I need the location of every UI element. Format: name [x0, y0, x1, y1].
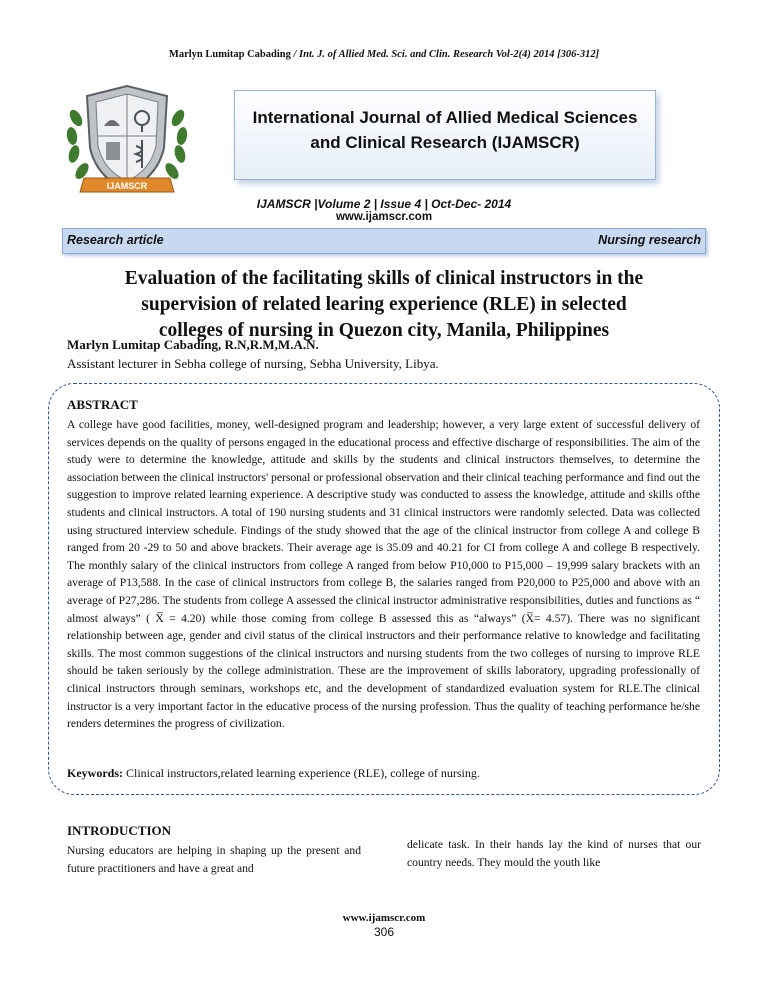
issue-line: IJAMSCR |Volume 2 | Issue 4 | Oct-Dec- 2014 [256, 197, 512, 211]
article-type-bar [62, 228, 706, 254]
running-head [0, 49, 768, 60]
article-category-label: Nursing research [598, 233, 701, 247]
page-number: 306 [373, 925, 395, 939]
journal-title [235, 105, 655, 155]
author-name: Marlyn Lumitap Cabading, [67, 337, 222, 352]
journal-title-line1: International Journal of Allied Medical Sciences [252, 108, 638, 127]
abstract-heading: ABSTRACT [67, 397, 138, 412]
keywords [67, 766, 480, 781]
author-line [67, 337, 319, 353]
title-line: colleges of nursing in Quezon city, Manila, Philippines [158, 320, 610, 341]
running-head-author: Marlyn Lumitap Cabading [168, 49, 291, 60]
footer-url[interactable]: www.ijamscr.com [342, 912, 426, 924]
keywords-label: Keywords: [67, 766, 123, 780]
article-type-label: Research article [67, 233, 164, 247]
author-degrees: R.N,R.M,M.A.N. [224, 337, 319, 352]
keywords-text: Clinical instructors,related learning experience (RLE), college of nursing. [126, 766, 480, 780]
logo-ribbon-text: IJAMSCR [106, 181, 148, 191]
journal-crest-logo [62, 78, 192, 208]
journal-website[interactable]: www.ijamscr.com [335, 211, 433, 223]
title-line: supervision of related learing experience (RLE) in selected [141, 294, 627, 315]
introduction-heading: INTRODUCTION [67, 823, 172, 838]
journal-banner [234, 90, 656, 180]
author-affiliation: Assistant lecturer in Sebha college of nursing, Sebha University, Libya. [67, 356, 439, 371]
paper-title [70, 266, 698, 344]
introduction-column-2: delicate task. In their hands lay the kind of nurses that our country needs. They mould the youth like [407, 838, 701, 869]
title-line: Evaluation of the facilitating skills of clinical instructors in the [124, 268, 644, 289]
abstract-text: A college have good facilities, money, well-designed program and leadership; however, a very large extent of successful delivery of services depends on the quality of persons engaged in the educational process and effective discharge of responsibilities. The aim of the study were to determine the knowledge, attitude and skills by the students and clinical instructors themselves, to determine the association between the clinical instructors' personal or professional observation and their clinical teaching performance and find out the suggestion to improve related learning experience. A descriptive study was conducted to assess the knowledge, attitude and skills ofthe students and clinical instructors. A total of 190 nursing students and 31 clinical instructors were randomly selected. Data was collected using structured interview schedule. Findings of the study showed that the age of the clinical instructor from college A and college B ranged from 20 -29 to 50 and above brackets. Their average age is 35.09 and 40.21 for CI from college A and college B respectively. The monthly salary of the clinical instructors from college A ranged from below P10,000 to P15,000 – 19,999 salary brackets with an average of P13,588. In the case of clinical instructors from college B, the salaries ranged from P20,000 to P25,000 and above with an average of P27,286. The students from college A assessed the clinical instructor administrative responsibilities, duties and functions as “ almost always” ( X̅ = 4.20) while those coming from college B assessed this as “always” (X̅= 4.57). There was no significant relationship between age, gender and civil status of the clinical instructors and their performance relative to knowledge and facilitating skills. The most common suggestions of the clinical instructors and nursing students from the two colleges of nursing to improve RLE should be taken seriously by the college administration. These are the improvement of skills laboratory, upgrading professionally of clinical instructors through seminars, workshops etc, and the development of standardized evaluation system for RLE.The clinical instructor is a very important factor in the educative process of the nursing profession. Thus the quality of teaching performance he/she renders determines the progress of civilization. [67, 418, 700, 731]
running-head-citation: / Int. J. of Allied Med. Sci. and Clin. Research Vol-2(4) 2014 [306-312] [293, 49, 600, 60]
introduction-column-1: Nursing educators are helping in shaping up the present and future practitioners and have a great and [67, 844, 361, 875]
journal-title-line2: and Clinical Research (IJAMSCR) [310, 133, 580, 152]
